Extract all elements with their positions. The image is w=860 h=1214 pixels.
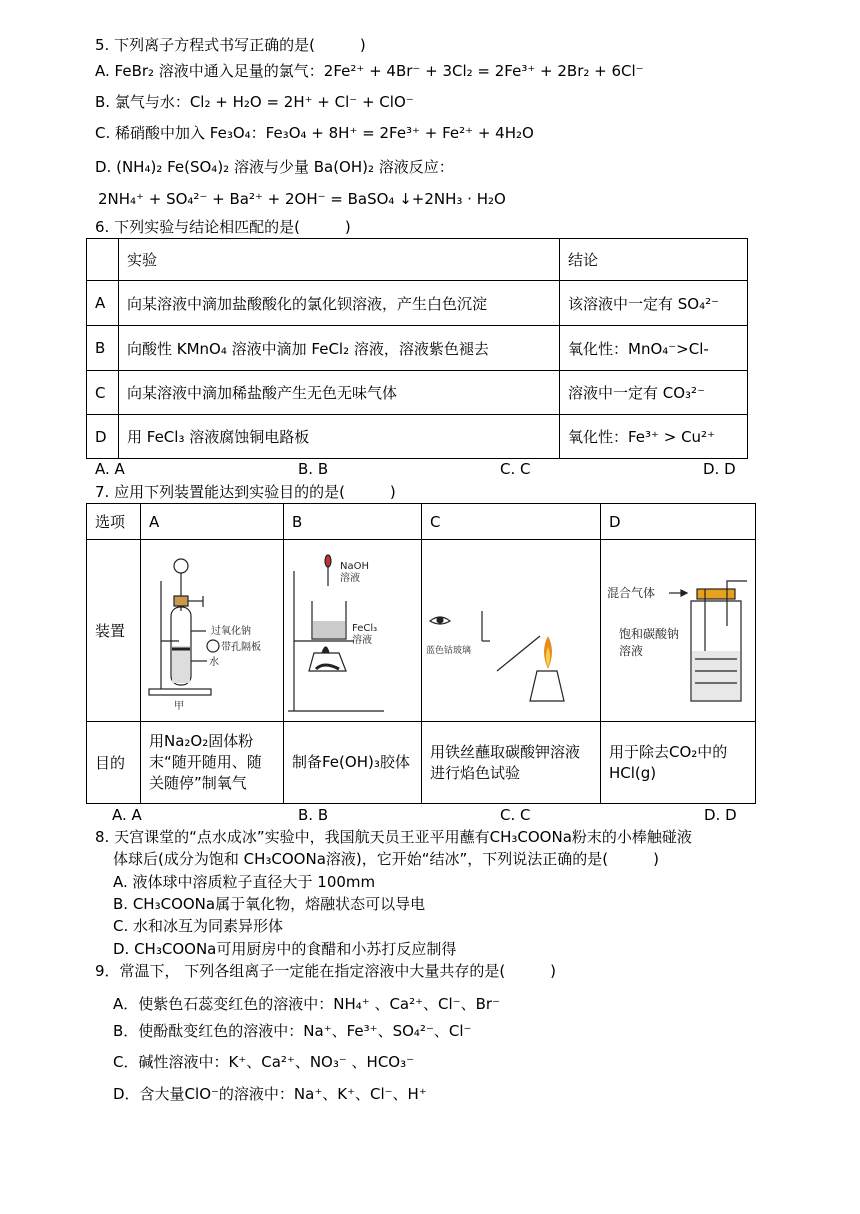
q6-stem: 6. 下列实验与结论相匹配的是( )	[95, 218, 351, 236]
table-cell: 用铁丝蘸取碳酸钾溶液进行焰色试验	[422, 722, 601, 804]
table-cell: B	[284, 504, 422, 540]
table-cell: D	[601, 504, 756, 540]
table-row	[87, 415, 748, 459]
table-header-row	[87, 239, 748, 281]
apparatus-a-diagram	[141, 541, 283, 721]
apparatus-d-label: 饱和碳酸钠	[619, 626, 680, 641]
q7-stem: 7. 应用下列装置能达到实验目的的是( )	[95, 483, 396, 501]
table-cell: B	[87, 326, 119, 371]
apparatus-b-diagram	[284, 541, 421, 721]
table-cell	[87, 239, 119, 281]
apparatus-d-cell	[601, 540, 756, 722]
q8-option-d: D. CH₃COONa可用厨房中的食醋和小苏打反应制得	[113, 940, 457, 958]
apparatus-d-label: 混合气体	[607, 585, 656, 600]
table-cell: 向某溶液中滴加稀盐酸产生无色无味气体	[119, 371, 560, 415]
q5-option-c: C. 稀硝酸中加入 Fe₃O₄：Fe₃O₄ + 8H⁺ = 2Fe³⁺ + Fe²⁺ + 4H₂O	[95, 124, 534, 142]
q9-option-a: A．使紫色石蕊变红色的溶液中：NH₄⁺ 、Ca²⁺、Cl⁻、Br⁻	[113, 995, 500, 1013]
q7-answer-a[interactable]: A. A	[112, 806, 142, 824]
apparatus-b-label: 溶液	[340, 572, 360, 584]
q6-answer-c[interactable]: C. C	[500, 460, 531, 478]
table-cell: C	[87, 371, 119, 415]
table-row	[87, 371, 748, 415]
table-cell: 氧化性：Fe³⁺ > Cu²⁺	[560, 415, 748, 459]
table-header-row	[87, 504, 756, 540]
table-cell: C	[422, 504, 601, 540]
q8-option-a: A. 液体球中溶质粒子直径大于 100mm	[113, 873, 376, 891]
apparatus-c-diagram	[422, 541, 600, 721]
table-cell: 用 FeCl₃ 溶液腐蚀铜电路板	[119, 415, 560, 459]
apparatus-c-label: 蓝色钴玻璃	[426, 645, 472, 656]
apparatus-a-label: 甲	[174, 700, 184, 712]
q7-answer-c[interactable]: C. C	[500, 806, 531, 824]
table-cell: 向酸性 KMnO₄ 溶液中滴加 FeCl₂ 溶液，溶液紫色褪去	[119, 326, 560, 371]
table-cell: 溶液中一定有 CO₃²⁻	[560, 371, 748, 415]
q8-option-c: C. 水和冰互为同素异形体	[113, 917, 284, 935]
q6-answer-options	[95, 460, 755, 480]
table-row-purpose	[87, 722, 756, 804]
table-cell: 用于除去CO₂中的HCl(g)	[601, 722, 756, 804]
apparatus-a-label: 水	[209, 656, 219, 668]
table-cell: 氧化性：MnO₄⁻>Cl-	[560, 326, 748, 371]
apparatus-a-cell	[141, 540, 284, 722]
table-cell: 结论	[560, 239, 748, 281]
q5-option-b: B. 氯气与水：Cl₂ + H₂O = 2H⁺ + Cl⁻ + ClO⁻	[95, 93, 414, 111]
table-cell: 目的	[87, 722, 141, 804]
table-cell: 向某溶液中滴加盐酸酸化的氯化钡溶液，产生白色沉淀	[119, 281, 560, 326]
table-row-device	[87, 540, 756, 722]
q5-option-d-line2: 2NH₄⁺ + SO₄²⁻ + Ba²⁺ + 2OH⁻ = BaSO₄ ↓+2NH₃ · H₂O	[98, 190, 506, 208]
q6-answer-b[interactable]: B. B	[298, 460, 329, 478]
q6-answer-a[interactable]: A. A	[95, 460, 125, 478]
q9-option-b: B．使酚酞变红色的溶液中：Na⁺、Fe³⁺、SO₄²⁻、Cl⁻	[113, 1022, 472, 1040]
q9-option-d: D．含大量ClO⁻的溶液中：Na⁺、K⁺、Cl⁻、H⁺	[113, 1085, 427, 1103]
apparatus-a-label: 过氧化钠	[211, 625, 251, 637]
apparatus-b-label: NaOH	[340, 560, 369, 572]
q7-table	[86, 503, 756, 804]
apparatus-b-label: 溶液	[352, 634, 372, 646]
q8-stem-line2: 体球后(成分为饱和 CH₃COONa溶液)，它开始“结冰”，下列说法正确的是( )	[113, 850, 659, 868]
q5-stem: 5. 下列离子方程式书写正确的是( )	[95, 36, 366, 54]
q6-table	[86, 238, 748, 459]
q5-option-a: A. FeBr₂ 溶液中通入足量的氯气：2Fe²⁺ + 4Br⁻ + 3Cl₂ = 2Fe³⁺ + 2Br₂ + 6Cl⁻	[95, 62, 644, 80]
q7-answer-b[interactable]: B. B	[298, 806, 329, 824]
table-cell: 装置	[87, 540, 141, 722]
apparatus-d-label: 溶液	[619, 643, 644, 658]
q8-stem-line1: 8. 天宫课堂的“点水成冰”实验中，我国航天员王亚平用蘸有CH₃COONa粉末的小棒触碰液	[95, 828, 692, 846]
table-cell: A	[87, 281, 119, 326]
q9-stem: 9．常温下， 下列各组离子一定能在指定溶液中大量共存的是( )	[95, 962, 557, 980]
q5-option-d-line1: D. (NH₄)₂ Fe(SO₄)₂ 溶液与少量 Ba(OH)₂ 溶液反应：	[95, 158, 454, 176]
q7-answer-options	[112, 806, 752, 826]
table-cell: 制备Fe(OH)₃胶体	[284, 722, 422, 804]
apparatus-b-label: FeCl₃	[352, 622, 378, 634]
q8-option-b: B. CH₃COONa属于氧化物，熔融状态可以导电	[113, 895, 426, 913]
table-row	[87, 281, 748, 326]
apparatus-b-cell	[284, 540, 422, 722]
table-cell: A	[141, 504, 284, 540]
table-cell: 该溶液中一定有 SO₄²⁻	[560, 281, 748, 326]
q9-option-c: C．碱性溶液中：K⁺、Ca²⁺、NO₃⁻ 、HCO₃⁻	[113, 1053, 415, 1071]
apparatus-c-cell	[422, 540, 601, 722]
table-row	[87, 326, 748, 371]
table-cell: 用Na₂O₂固体粉末“随开随用、随关随停”制氧气	[141, 722, 284, 804]
apparatus-d-diagram	[601, 541, 755, 721]
q6-answer-d[interactable]: D. D	[703, 460, 736, 478]
table-cell: 实验	[119, 239, 560, 281]
apparatus-a-label: 带孔隔板	[221, 641, 261, 653]
table-cell: D	[87, 415, 119, 459]
table-cell: 选项	[87, 504, 141, 540]
q7-answer-d[interactable]: D. D	[704, 806, 737, 824]
